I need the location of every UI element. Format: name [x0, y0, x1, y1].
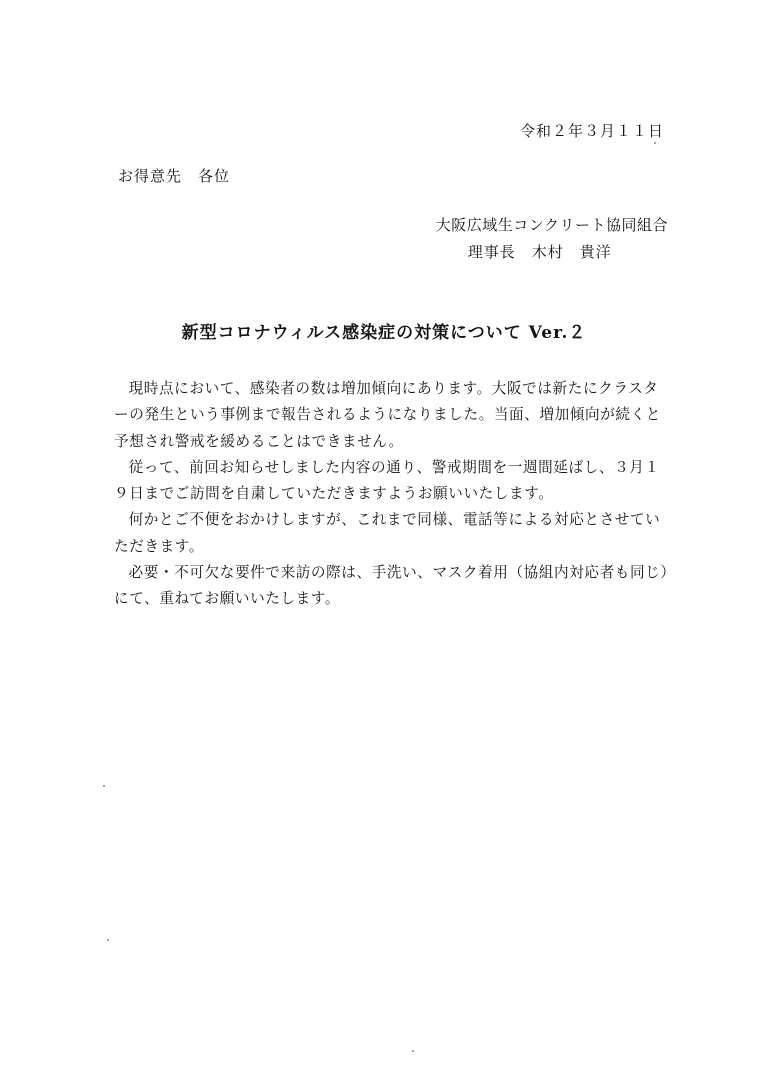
scan-speck: [107, 939, 109, 941]
sender-block: [436, 212, 668, 266]
sender-name: 理事長 木村 貴洋: [467, 243, 612, 261]
document-body: [114, 376, 669, 613]
sender-organization: 大阪広域生コンクリート協同組合: [435, 216, 668, 234]
body-paragraph: 必要・不可欠な要件で来訪の際は、手洗い、マスク着用（協組内対応者も同じ）にて、重ねてお願いいたします。: [114, 564, 669, 608]
scan-speck: [412, 1050, 414, 1052]
scan-speck: [103, 785, 105, 787]
recipient-line: お得意先 各位: [118, 167, 231, 185]
body-paragraph: 何かとご不便をおかけしますが、これまで同様、電話等による対応とさせていただきます。: [114, 511, 661, 555]
document-date: 令和２年３月１１日: [519, 122, 664, 140]
body-paragraph: 現時点において、感染者の数は増加傾向にあります。大阪では新たにクラスターの発生という事例まで報告されるようになりました。当面、増加傾向が続くと予想され警戒を緩めることはできません。: [114, 380, 661, 450]
body-paragraph: 従って、前回お知らせしました内容の通り、警戒期間を一週間延ばし、３月１９日までご訪問を自粛していただきますようお願いいたします。: [114, 458, 660, 503]
document-title: 新型コロナウィルス感染症の対策について Ver.２: [181, 323, 587, 343]
scan-speck: [654, 142, 656, 144]
